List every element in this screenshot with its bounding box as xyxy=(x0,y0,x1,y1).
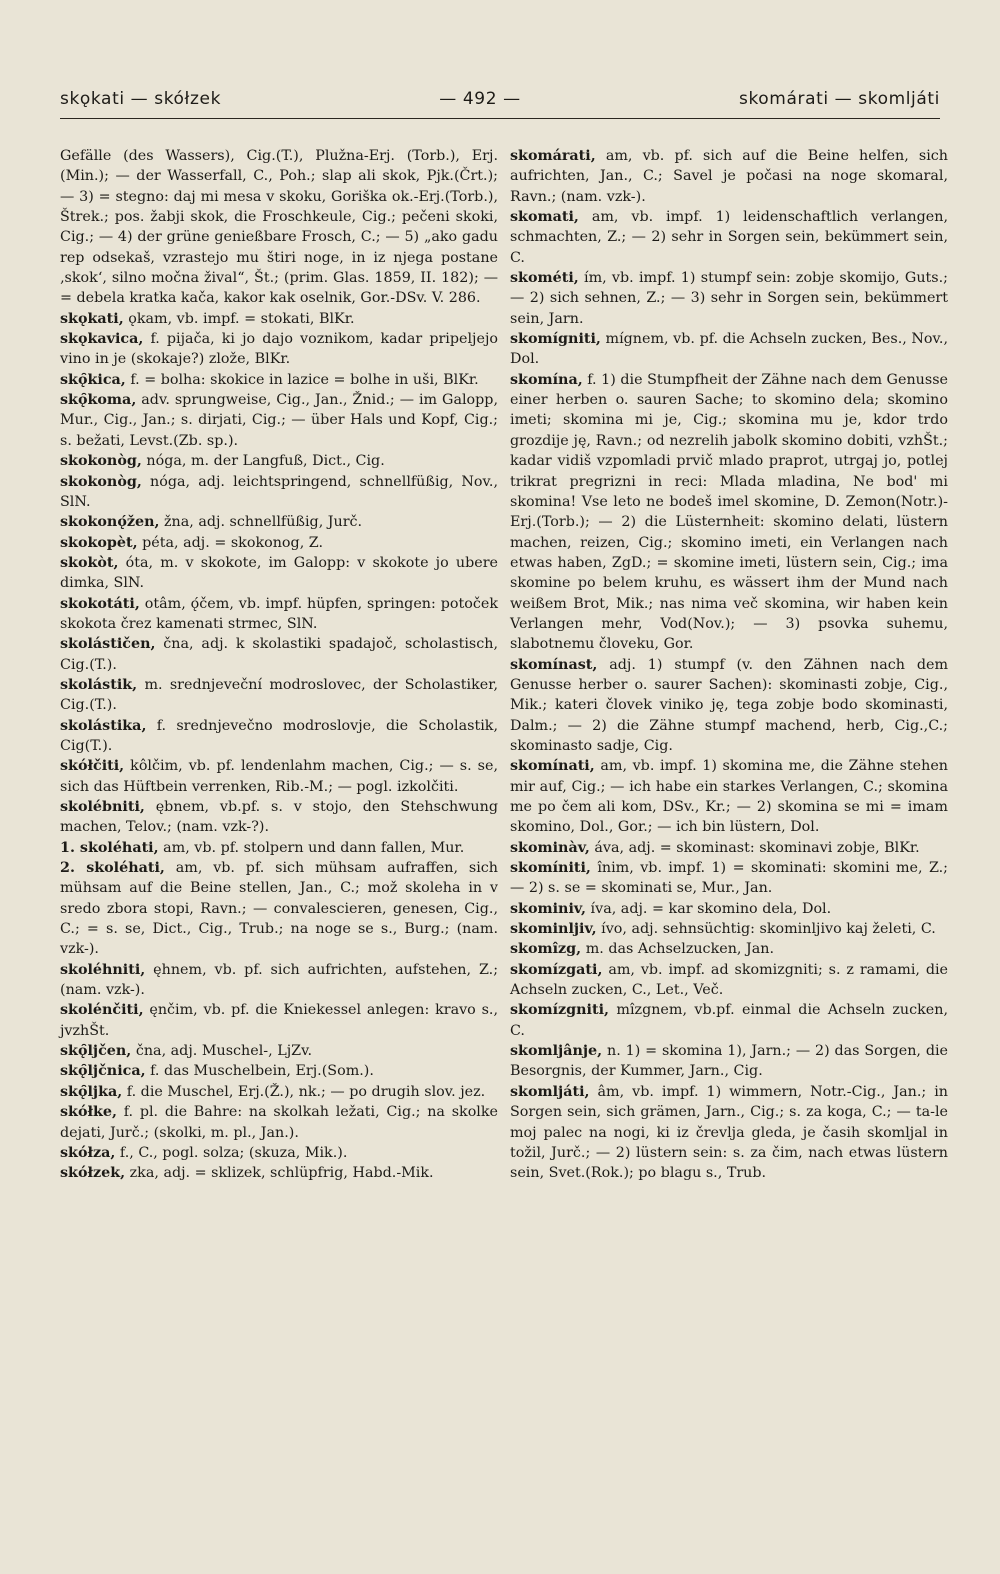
entry-headword: skomárati, xyxy=(510,148,596,164)
entry-definition: zka, adj. = sklizek, schlüpfrig, Habd.-Mik. xyxy=(129,1165,434,1182)
entry-definition: Gefälle (des Wassers), Cig.(T.), Plužna-Erj. (Torb.), Erj.(Min.); — der Wasserfall, C., Poh.; slap ali skok, Pjk.(Črt.); — 3) = stegno: daj mi mesa v skoku, Goriška ok.-Erj.(Torb.), Štrek.; pos. žabji skok, die Froschkeule, Cig.; pečeni skoki, Cig.; — 4) der grüne genießbare Frosch, C.; — 5) „ako gadu rep odsekaš, vzrastejo mu štiri noge, in iz njega postane ‚skok‘, silno močna žival“, Št.; (prim. Glas. 1859, II. 182); — = debela kratka kača, kakor kak oselnik, Gor.-DSv. V. 286. xyxy=(60,148,498,307)
entry-headword: skomljáti, xyxy=(510,1083,590,1100)
dictionary-entry xyxy=(510,919,948,939)
entry-definition: čna, adj. k skolastiki spadajoč, scholastisch, Cig.(T.). xyxy=(60,636,498,673)
dictionary-entry xyxy=(60,797,498,838)
entry-definition: f. 1) die Stumpfheit der Zähne nach dem Genusse einer herben o. sauren Sache; to skomino dela; skomino imeti; skomina mi je, Cig.; skomina mu je, kdor trdo grozdije ję, Ravn.; od nezrelih jabolk skomino dobiti, vzhŠt.; kadar vidiš vzpomladi prvič mlado praprot, utrgaj jo, potlej trikrat pregrizni in reci: Mlada mladina, Ne bod' mi skomina! Vse leto ne bodeš imel skomine, D. Zemon(Notr.)-Erj.(Torb.); — 2) die Lüsternheit: skomino delati, lüstern machen, reizen, Cig.; skomino imeti, ein Verlangen nach etwas haben, ZgD.; = skomine imeti, lüstern sein, Cig.; ima skomine po belem kruhu, es wässert ihm der Mund nach weißem Brot, Mik.; nas nima več skomina, wir haben kein Verlangen mehr, Vod(Nov.); — 3) psovka suhemu, slabotnemu človeku, Gor. xyxy=(510,371,948,653)
entry-headword: skominàv, xyxy=(510,839,590,856)
dictionary-entry xyxy=(60,838,498,858)
dictionary-entry xyxy=(60,716,498,757)
entry-definition: f., C., pogl. solza; (skuza, Mik.). xyxy=(119,1144,348,1161)
entry-headword: skolástičen, xyxy=(60,636,156,653)
entry-headword: skǫ̑kica, xyxy=(60,371,126,388)
running-header xyxy=(60,84,940,114)
dictionary-entry xyxy=(60,146,498,309)
header-rule xyxy=(60,118,940,119)
dictionary-entry xyxy=(60,329,498,370)
dictionary-entry xyxy=(510,146,948,207)
dictionary-entry xyxy=(510,939,948,959)
entry-definition: am, vb. impf. 1) skomina me, die Zähne stehen mir auf, Cig.; — ich habe ein starkes Verlangen, C.; skomina me po čem ali kom, DSv., Kr.; — 2) skomina se mi = imam skomino, Dol., Gor.; — ich bin lüstern, Dol. xyxy=(510,758,948,836)
entry-headword: skółzek, xyxy=(60,1165,126,1182)
dictionary-entry xyxy=(60,309,498,329)
dictionary-entry xyxy=(510,207,948,268)
entry-definition: am, vb. pf. sich auf die Beine helfen, sich aufrichten, Jan., C.; Savel je počasi na noge skomaral, Ravn.; (nam. vzk-). xyxy=(510,148,949,205)
entry-definition: nóga, m. der Langfuß, Dict., Cig. xyxy=(146,453,385,470)
entry-definition: otâm, ǫ́čem, vb. impf. hüpfen, springen: potoček skokota črez kamenati strmec, SlN. xyxy=(60,595,498,632)
dictionary-entry xyxy=(60,594,498,635)
dictionary-entry xyxy=(510,1041,948,1082)
dictionary-entry xyxy=(510,329,948,370)
entry-headword: skokonǫ́žen, xyxy=(60,514,160,531)
entry-definition: m. srednjeveční modroslovec, der Scholastiker, Cig.(T.). xyxy=(60,676,499,714)
entry-headword: skokòt, xyxy=(60,554,119,571)
entry-headword: skomati, xyxy=(510,209,579,226)
entry-headword: skółke, xyxy=(60,1104,117,1121)
dictionary-entry xyxy=(60,675,498,716)
entry-headword: skǫ̑ljčen, xyxy=(60,1043,132,1060)
entry-definition: f. das Muschelbein, Erj.(Som.). xyxy=(150,1063,374,1080)
dictionary-entry xyxy=(60,370,498,390)
entry-definition: înim, vb. impf. 1) = skominati: skomini me, Z.; — 2) s. se = skominati se, Mur., Jan. xyxy=(510,860,948,897)
entry-headword: skółčiti, xyxy=(60,758,125,775)
entry-headword: skǫkati, xyxy=(60,310,124,327)
entry-headword: skomíniti, xyxy=(510,860,591,877)
dictionary-entry xyxy=(60,472,498,513)
entry-definition: nóga, adj. leichtspringend, schnellfüßig, Nov., SlN. xyxy=(60,473,498,510)
dictionary-entry xyxy=(60,1061,498,1081)
entry-definition: ǫkam, vb. impf. = stokati, BlKr. xyxy=(128,310,355,327)
dictionary-entry xyxy=(60,756,498,797)
dictionary-entry xyxy=(510,1000,948,1041)
dictionary-entry xyxy=(60,451,498,471)
entry-definition: ębnem, vb.pf. s. v stojo, den Stehschwung machen, Telov.; (nam. vzk-?). xyxy=(60,799,498,836)
entry-headword: skolástika, xyxy=(60,717,147,734)
right-column xyxy=(510,146,948,1184)
entry-headword: skokotáti, xyxy=(60,595,140,612)
header-right-guide: skomárati — skomljáti xyxy=(739,89,940,109)
entry-headword: skomljânje, xyxy=(510,1043,603,1060)
entry-definition: am, vb. pf. sich mühsam aufraffen, sich mühsam auf die Beine stellen, Jan., C.; mož skoleha in v sredo zbora stopi, Ravn.; — convalescieren, genesen, Cig., C.; = s. se, Dict., Cig., Trub.; na noge se s., Burg.; (nam. vzk-). xyxy=(60,860,499,958)
entry-definition: ím, vb. impf. 1) stumpf sein: zobje skomijo, Guts.; — 2) sich sehnen, Z.; — 3) sehr in Sorgen sein, bekümmert sein, Jarn. xyxy=(510,270,949,327)
dictionary-entry xyxy=(60,1163,498,1183)
entry-headword: skomîzg, xyxy=(510,941,582,958)
entry-headword: skolénčiti, xyxy=(60,1002,144,1019)
dictionary-entry xyxy=(510,858,948,899)
dictionary-entry xyxy=(60,533,498,553)
dictionary-entry xyxy=(510,1082,948,1184)
entry-headword: skominljiv, xyxy=(510,921,597,938)
entry-headword: skǫ̑ljka, xyxy=(60,1083,123,1100)
entry-definition: áva, adj. = skominast: skominavi zobje, BlKr. xyxy=(594,839,920,856)
dictionary-entry xyxy=(510,838,948,858)
entry-definition: am, vb. pf. stolpern und dann fallen, Mur. xyxy=(163,839,465,856)
entry-headword: skomízgati, xyxy=(510,961,603,978)
entry-definition: čna, adj. Muschel-, LjZv. xyxy=(135,1043,312,1060)
entry-headword: skolébniti, xyxy=(60,799,145,815)
entry-definition: mîzgnem, vb.pf. einmal die Achseln zucken, C. xyxy=(510,1002,948,1039)
entry-definition: âm, vb. impf. 1) wimmern, Notr.-Cig., Jan.; in Sorgen sein, sich grämen, Jarn., Cig.; s. za koga, C.; — ta-le moj palec na nogi, ki iz črevlja gleda, je časih skomljal in tožil, Jurč.; — 2) lüstern sein: s. za čim, nach etwas lüstern sein, Svet.(Rok.); po blagu s., Trub. xyxy=(510,1083,948,1182)
entry-headword: skǫkavica, xyxy=(60,331,144,348)
entry-definition: n. 1) = skomina 1), Jarn.; — 2) das Sorgen, die Besorgnis, der Kummer, Jarn., Cig. xyxy=(510,1043,949,1080)
entry-definition: mígnem, vb. pf. die Achseln zucken, Bes., Nov., Dol. xyxy=(510,331,949,368)
dictionary-entry xyxy=(510,899,948,919)
entry-headword: skomízgniti, xyxy=(510,1002,610,1019)
dictionary-entry xyxy=(510,655,948,757)
entry-headword: skǫ̑koma, xyxy=(60,392,137,409)
entry-headword: skokopèt, xyxy=(60,534,138,551)
page-number: — 492 — xyxy=(439,89,521,109)
entry-headword: skomígniti, xyxy=(510,331,601,348)
entry-headword: skokonòg, xyxy=(60,453,142,470)
entry-headword: skolástik, xyxy=(60,676,138,693)
entry-definition: óta, m. v skokote, im Galopp: v skokote jo ubere dimka, SlN. xyxy=(60,554,498,592)
entry-definition: f. pl. die Bahre: na skolkah ležati, Cig.; na skolke dejati, Jurč.; (skolki, m. pl., Jan.). xyxy=(60,1104,498,1141)
entry-definition: ęnčim, vb. pf. die Kniekessel anlegen: kravo s., jvzhŠt. xyxy=(60,1002,498,1039)
entry-definition: f. die Muschel, Erj.(Ž.), nk.; — po drugih slov. jez. xyxy=(126,1083,486,1100)
dictionary-entry xyxy=(60,1102,498,1143)
entry-definition: f. = bolha: skokice in lazice = bolhe in uši, BlKr. xyxy=(130,371,479,388)
entry-definition: žna, adj. schnellfüßig, Jurč. xyxy=(164,514,363,531)
dictionary-entry xyxy=(60,858,498,960)
dictionary-entry xyxy=(510,268,948,329)
entry-headword: skominiv, xyxy=(510,900,586,917)
dictionary-entry xyxy=(60,1041,498,1061)
entry-headword: 2. skoléhati, xyxy=(60,860,165,877)
entry-definition: m. das Achselzucken, Jan. xyxy=(585,941,774,958)
entry-definition: f. pijača, ki jo dajo voznikom, kadar pripeljejo vino in je (skokaje?) zlože, BlKr. xyxy=(60,331,498,368)
entry-headword: skǫ̑ljčnica, xyxy=(60,1063,146,1080)
entry-headword: skomínati, xyxy=(510,758,595,775)
entry-definition: ęhnem, vb. pf. sich aufrichten, aufstehen, Z.; (nam. vzk-). xyxy=(60,961,499,999)
left-column xyxy=(60,146,498,1184)
dictionary-entry xyxy=(60,512,498,532)
entry-definition: am, vb. impf. ad skomizgniti; s. z ramami, die Achseln zucken, C., Let., Več. xyxy=(510,961,948,999)
header-left-guide: skǫkati — skółzek xyxy=(60,89,222,109)
entry-headword: skomína, xyxy=(510,371,583,388)
entry-definition: adv. sprungweise, Cig., Jan., Žnid.; — im Galopp, Mur., Cig., Jan.; s. dirjati, Cig.; — über Hals und Kopf, Cig.; s. bežati, Levst.(Zb. sp.). xyxy=(60,392,498,449)
entry-definition: am, vb. impf. 1) leidenschaftlich verlangen, schmachten, Z.; — 2) sehr in Sorgen sein, bekümmert sein, C. xyxy=(510,209,949,266)
entry-headword: 1. skoléhati, xyxy=(60,839,159,856)
entry-headword: skomínast, xyxy=(510,656,598,673)
dictionary-entry xyxy=(510,960,948,1001)
dictionary-entry xyxy=(60,1082,498,1102)
entry-headword: skółza, xyxy=(60,1144,116,1161)
dictionary-entry xyxy=(510,756,948,837)
dictionary-entry xyxy=(60,1143,498,1163)
entry-definition: f. srednjevečno modroslovje, die Scholastik, Cig(T.). xyxy=(60,717,498,754)
entry-definition: kôlčim, vb. pf. lendenlahm machen, Cig.; — s. se, sich das Hüftbein verrenken, Rib.-M.; — pogl. izkolčiti. xyxy=(60,758,498,795)
entry-headword: skométi, xyxy=(510,270,579,287)
dictionary-entry xyxy=(60,634,498,675)
entry-definition: ívo, adj. sehnsüchtig: skominljivo kaj želeti, C. xyxy=(601,921,936,938)
dictionary-entry xyxy=(60,960,498,1001)
dictionary-entry xyxy=(60,553,498,594)
dictionary-entry xyxy=(60,390,498,451)
entry-definition: adj. 1) stumpf (v. den Zähnen nach dem Genusse herber o. saurer Sachen): skominasti zobje, Cig., Mik.; kateri človek viniko ję, tega zobje bodo skominasti, Dalm.; — 2) die Zähne stumpf machend, herb, Cig.,C.; skominasto sadje, Cig. xyxy=(510,656,948,754)
dictionary-entry xyxy=(510,370,948,655)
dictionary-entry xyxy=(60,1000,498,1041)
entry-headword: skokonòg, xyxy=(60,473,142,490)
entry-headword: skoléhniti, xyxy=(60,961,146,978)
entry-definition: íva, adj. = kar skomino dela, Dol. xyxy=(590,900,832,917)
entry-definition: péta, adj. = skokonog, Z. xyxy=(142,534,324,551)
